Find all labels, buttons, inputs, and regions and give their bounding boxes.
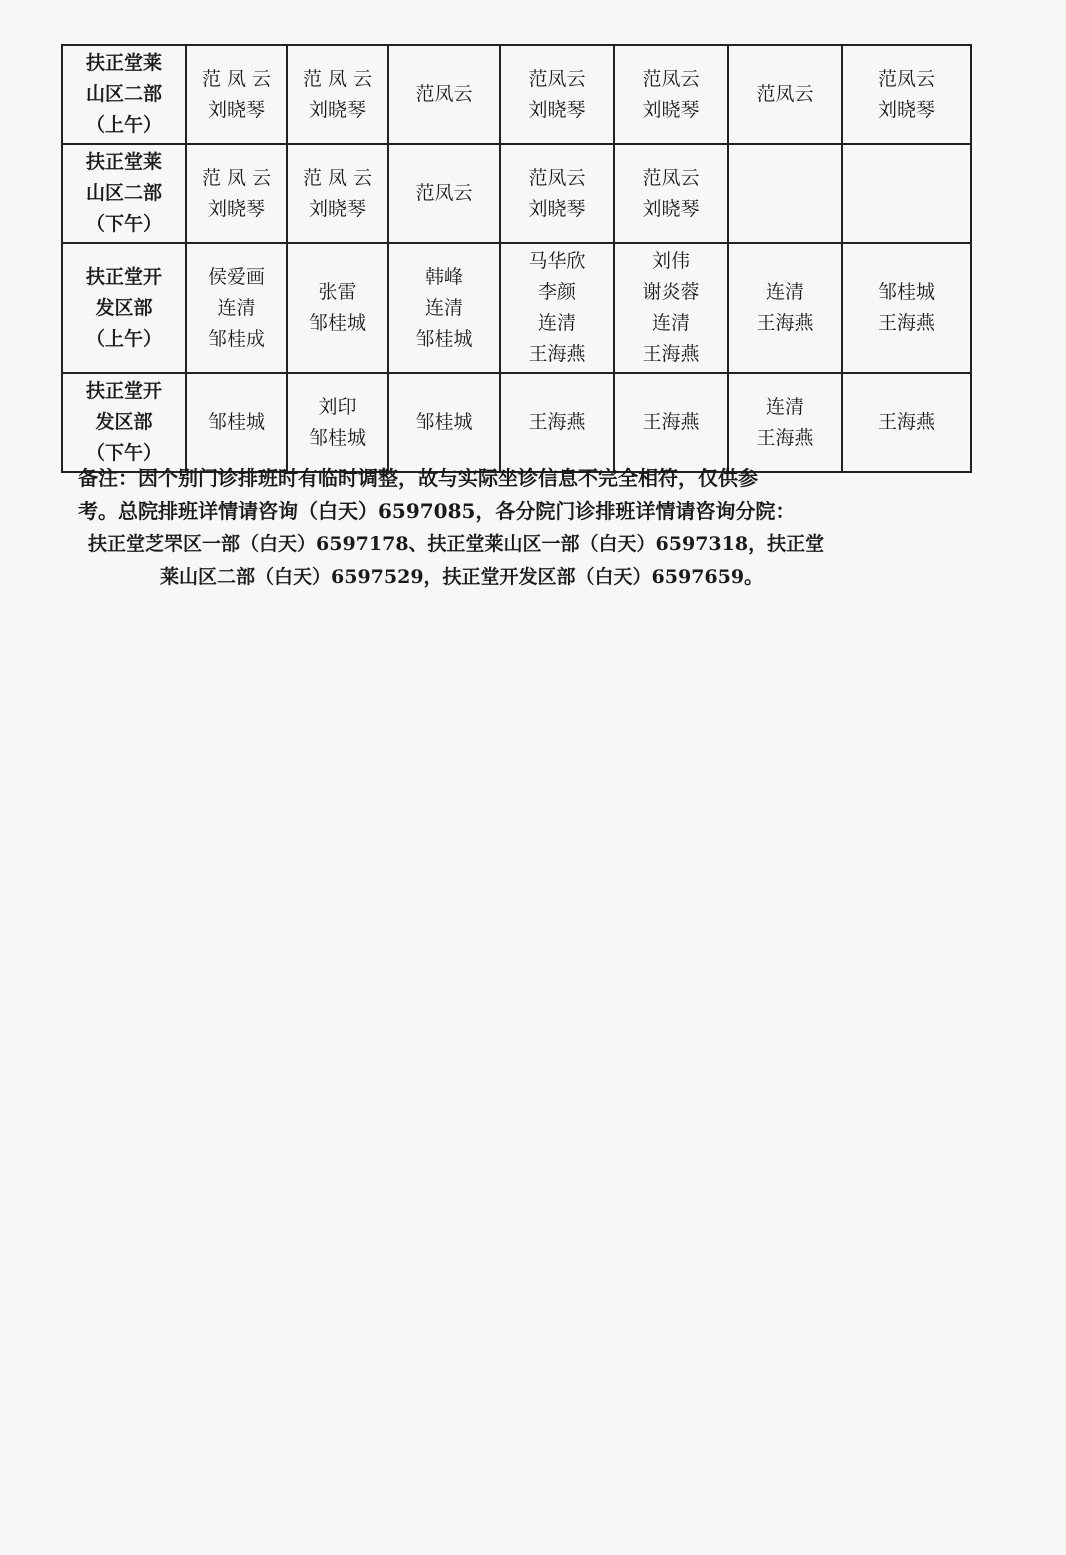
- schedule-cell: [388, 373, 500, 472]
- schedule-cell: [842, 373, 971, 472]
- doctor-name: 王海燕: [756, 426, 814, 449]
- doctor-name: 连清: [651, 312, 690, 334]
- department-label-line: 山区二部: [85, 83, 162, 105]
- schedule-cell: [728, 243, 842, 373]
- table-row: [62, 243, 971, 373]
- doctor-name: 连清: [424, 296, 463, 319]
- remarks-line-2: 考。总院排班详情请咨询（白天）6597085，各分院门诊排班详情请咨询分院：: [78, 499, 796, 523]
- schedule-cell: [388, 45, 500, 144]
- doctor-name: 范凤云: [642, 67, 700, 90]
- schedule-cell: [186, 144, 287, 243]
- doctor-name: 范 凤 云: [302, 67, 373, 90]
- table-row: [62, 45, 971, 144]
- department-label-line: 发区部: [95, 411, 153, 433]
- doctor-name: 范凤云: [528, 67, 586, 90]
- doctor-name: 连清: [217, 296, 256, 319]
- doctor-name: 李颜: [537, 281, 576, 303]
- doctor-name: 范 凤 云: [302, 166, 373, 189]
- doctor-name: 侯爱画: [207, 265, 265, 288]
- schedule-cell: [287, 373, 388, 472]
- doctor-name: 刘伟: [651, 250, 690, 272]
- department-label-line: （上午）: [85, 327, 162, 350]
- doctor-name: 刘晓琴: [528, 197, 586, 220]
- doctor-name: 邹桂城: [877, 281, 935, 303]
- schedule-cell: [500, 373, 614, 472]
- doctor-name: 王海燕: [642, 411, 700, 433]
- doctor-name: 刘晓琴: [642, 98, 700, 121]
- doctor-name: 范 凤 云: [201, 166, 272, 189]
- doctor-name: 王海燕: [877, 312, 935, 334]
- schedule-cell: [614, 373, 728, 472]
- doctor-name: 王海燕: [642, 343, 700, 365]
- schedule-cell: [186, 373, 287, 472]
- doctor-name: 刘晓琴: [308, 98, 366, 121]
- schedule-cell: [842, 243, 971, 373]
- doctor-name: 范 凤 云: [201, 67, 272, 90]
- table-row: [62, 373, 971, 472]
- schedule-cell: [287, 144, 388, 243]
- department-label-line: 扶正堂开: [85, 380, 162, 402]
- doctor-name: 范凤云: [756, 83, 814, 105]
- schedule-cell: [500, 45, 614, 144]
- department-label-line: 扶正堂莱: [85, 52, 162, 74]
- doctor-name: 谢炎蓉: [642, 281, 700, 303]
- department-cell: [62, 45, 186, 144]
- doctor-name: 邹桂城: [415, 327, 473, 350]
- doctor-name: 王海燕: [877, 411, 935, 433]
- clinic-schedule-table: [61, 44, 972, 473]
- doctor-name: 连清: [765, 395, 804, 418]
- schedule-cell: [500, 243, 614, 373]
- table-row: [62, 144, 971, 243]
- doctor-name: 邹桂城: [308, 312, 366, 334]
- doctor-name: 范凤云: [877, 67, 935, 90]
- doctor-name: 刘晓琴: [308, 197, 366, 220]
- doctor-name: 邹桂城: [415, 411, 473, 433]
- department-label-line: 山区二部: [85, 182, 162, 204]
- schedule-cell: [614, 144, 728, 243]
- remarks-line-4: 莱山区二部（白天）6597529，扶正堂开发区部（白天）6597659。: [160, 566, 764, 588]
- schedule-cell: [287, 243, 388, 373]
- schedule-cell: [186, 45, 287, 144]
- doctor-name: 刘晓琴: [877, 98, 935, 121]
- doctor-name: 邹桂成: [207, 327, 265, 350]
- schedule-cell: [186, 243, 287, 373]
- department-label-line: （上午）: [85, 114, 162, 136]
- doctor-name: 连清: [765, 281, 804, 303]
- department-cell: [62, 373, 186, 472]
- doctor-name: 连清: [537, 312, 576, 334]
- schedule-cell: [500, 144, 614, 243]
- schedule-cell: [614, 243, 728, 373]
- remarks-line-3: 扶正堂芝罘区一部（白天）6597178、扶正堂莱山区一部（白天）6597318，扶正堂: [88, 533, 825, 555]
- doctor-name: 范凤云: [415, 83, 473, 105]
- remarks: [78, 462, 958, 594]
- schedule-cell: [728, 144, 842, 243]
- remarks-line-1: 备注：因个别门诊排班时有临时调整，故与实际坐诊信息不完全相符，仅供参: [78, 466, 758, 490]
- doctor-name: 王海燕: [528, 343, 586, 365]
- schedule-cell: [842, 45, 971, 144]
- doctor-name: 马华欣: [528, 250, 586, 272]
- doctor-name: 邹桂城: [308, 426, 366, 449]
- schedule-cell: [388, 243, 500, 373]
- doctor-name: 刘印: [318, 395, 357, 418]
- doctor-name: 邹桂城: [207, 411, 265, 433]
- department-label-line: 扶正堂开: [85, 265, 162, 288]
- doctor-name: 范凤云: [415, 182, 473, 204]
- schedule-cell: [287, 45, 388, 144]
- doctor-name: 王海燕: [528, 411, 586, 433]
- doctor-name: 张雷: [318, 281, 357, 303]
- doctor-name: 刘晓琴: [207, 197, 265, 220]
- department-label-line: 发区部: [95, 296, 153, 319]
- doctor-name: 范凤云: [528, 166, 586, 189]
- department-cell: [62, 144, 186, 243]
- doctor-name: 刘晓琴: [207, 98, 265, 121]
- doctor-name: 范凤云: [642, 166, 700, 189]
- doctor-name: 王海燕: [756, 312, 814, 334]
- doctor-name: 韩峰: [424, 265, 463, 288]
- department-label-line: （下午）: [85, 213, 162, 235]
- department-label-line: （下午）: [85, 442, 162, 464]
- schedule-cell: [842, 144, 971, 243]
- department-cell: [62, 243, 186, 373]
- department-label-line: 扶正堂莱: [85, 151, 162, 173]
- schedule-cell: [728, 45, 842, 144]
- schedule-cell: [728, 373, 842, 472]
- schedule-cell: [614, 45, 728, 144]
- doctor-name: 刘晓琴: [642, 197, 700, 220]
- schedule-cell: [388, 144, 500, 243]
- doctor-name: 刘晓琴: [528, 98, 586, 121]
